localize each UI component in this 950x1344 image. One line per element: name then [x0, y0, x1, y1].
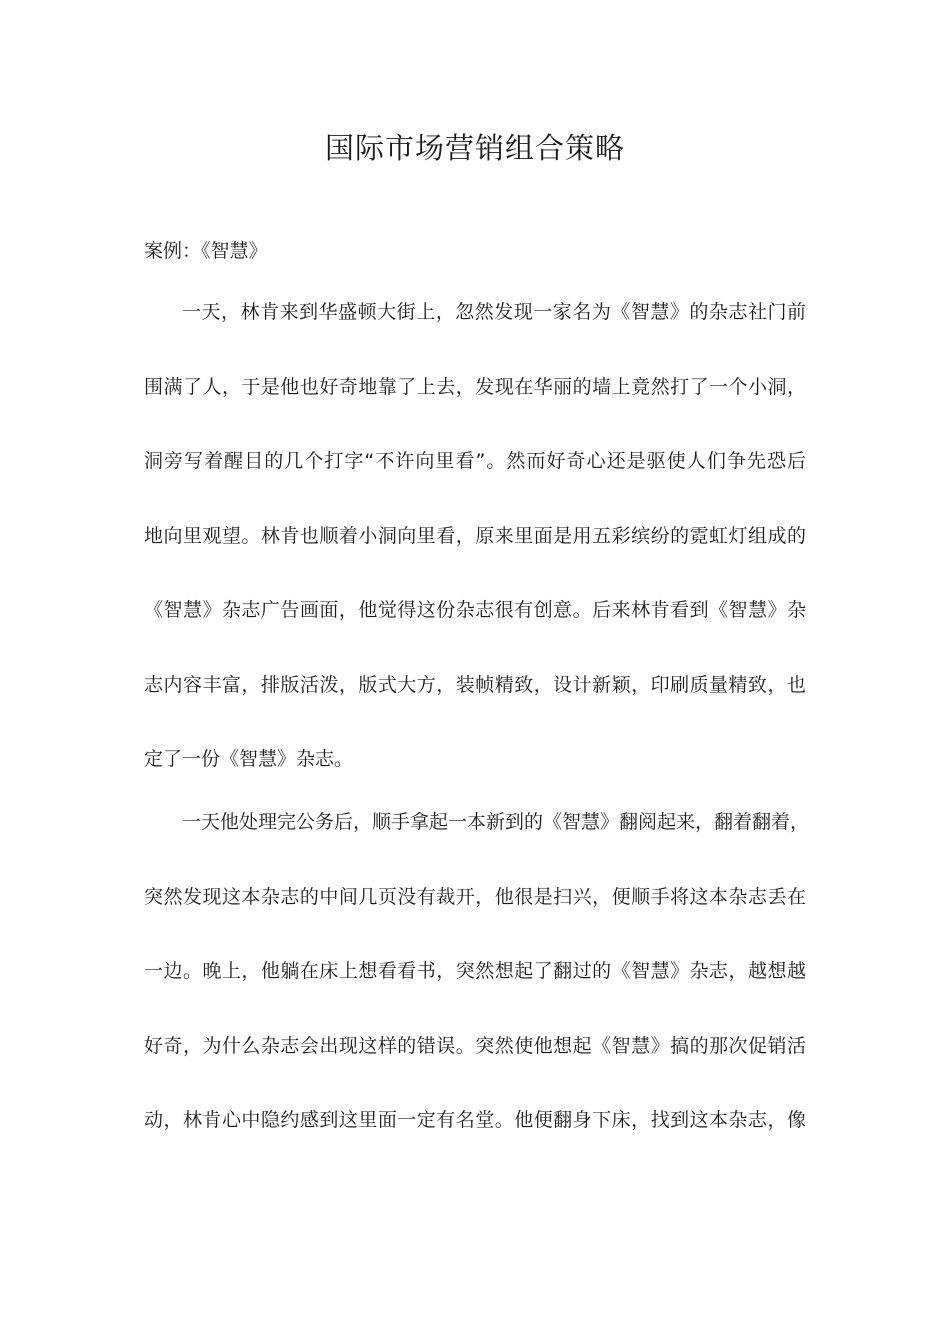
paragraph-line: 洞旁写着醒目的几个打字“不许向里看”。然而好奇心还是驱使人们争先恐后: [144, 450, 806, 472]
paragraph-line: 动，林肯心中隐约感到这里面一定有名堂。他便翻身下床，找到这本杂志，像: [144, 1109, 806, 1131]
case-label: 案例：《智慧》: [144, 240, 268, 262]
paragraph-line: 好奇，为什么杂志会出现这样的错误。突然使他想起《智慧》搞的那次促销活: [144, 1035, 806, 1057]
paragraph-line: 定了一份《智慧》杂志。: [144, 748, 354, 770]
paragraph-line: 一边。晚上，他躺在床上想看看书，突然想起了翻过的《智慧》杂志，越想越: [144, 960, 806, 982]
paragraph-line: 围满了人，于是他也好奇地靠了上去，发现在华丽的墙上竟然打了一个小洞，: [144, 376, 806, 398]
document-title: 国际市场营销组合策略: [324, 131, 625, 165]
paragraph-line: 志内容丰富，排版活泼，版式大方，装帧精致，设计新颖，印刷质量精致，也: [144, 674, 806, 696]
paragraph-line: 《智慧》杂志广告画面，他觉得这份杂志很有创意。后来林肯看到《智慧》杂: [144, 599, 806, 621]
paragraph-line: 地向里观望。林肯也顺着小洞向里看，原来里面是用五彩缤纷的霓虹灯组成的: [144, 525, 806, 547]
paragraph-line: 一天，林肯来到华盛顿大街上，忽然发现一家名为《智慧》的杂志社门前: [182, 301, 806, 323]
paragraph-line: 一天他处理完公务后，顺手拿起一本新到的《智慧》翻阅起来，翻着翻着，: [182, 811, 810, 833]
paragraph-line: 突然发现这本杂志的中间几页没有裁开，他很是扫兴，便顺手将这本杂志丢在: [144, 886, 806, 908]
